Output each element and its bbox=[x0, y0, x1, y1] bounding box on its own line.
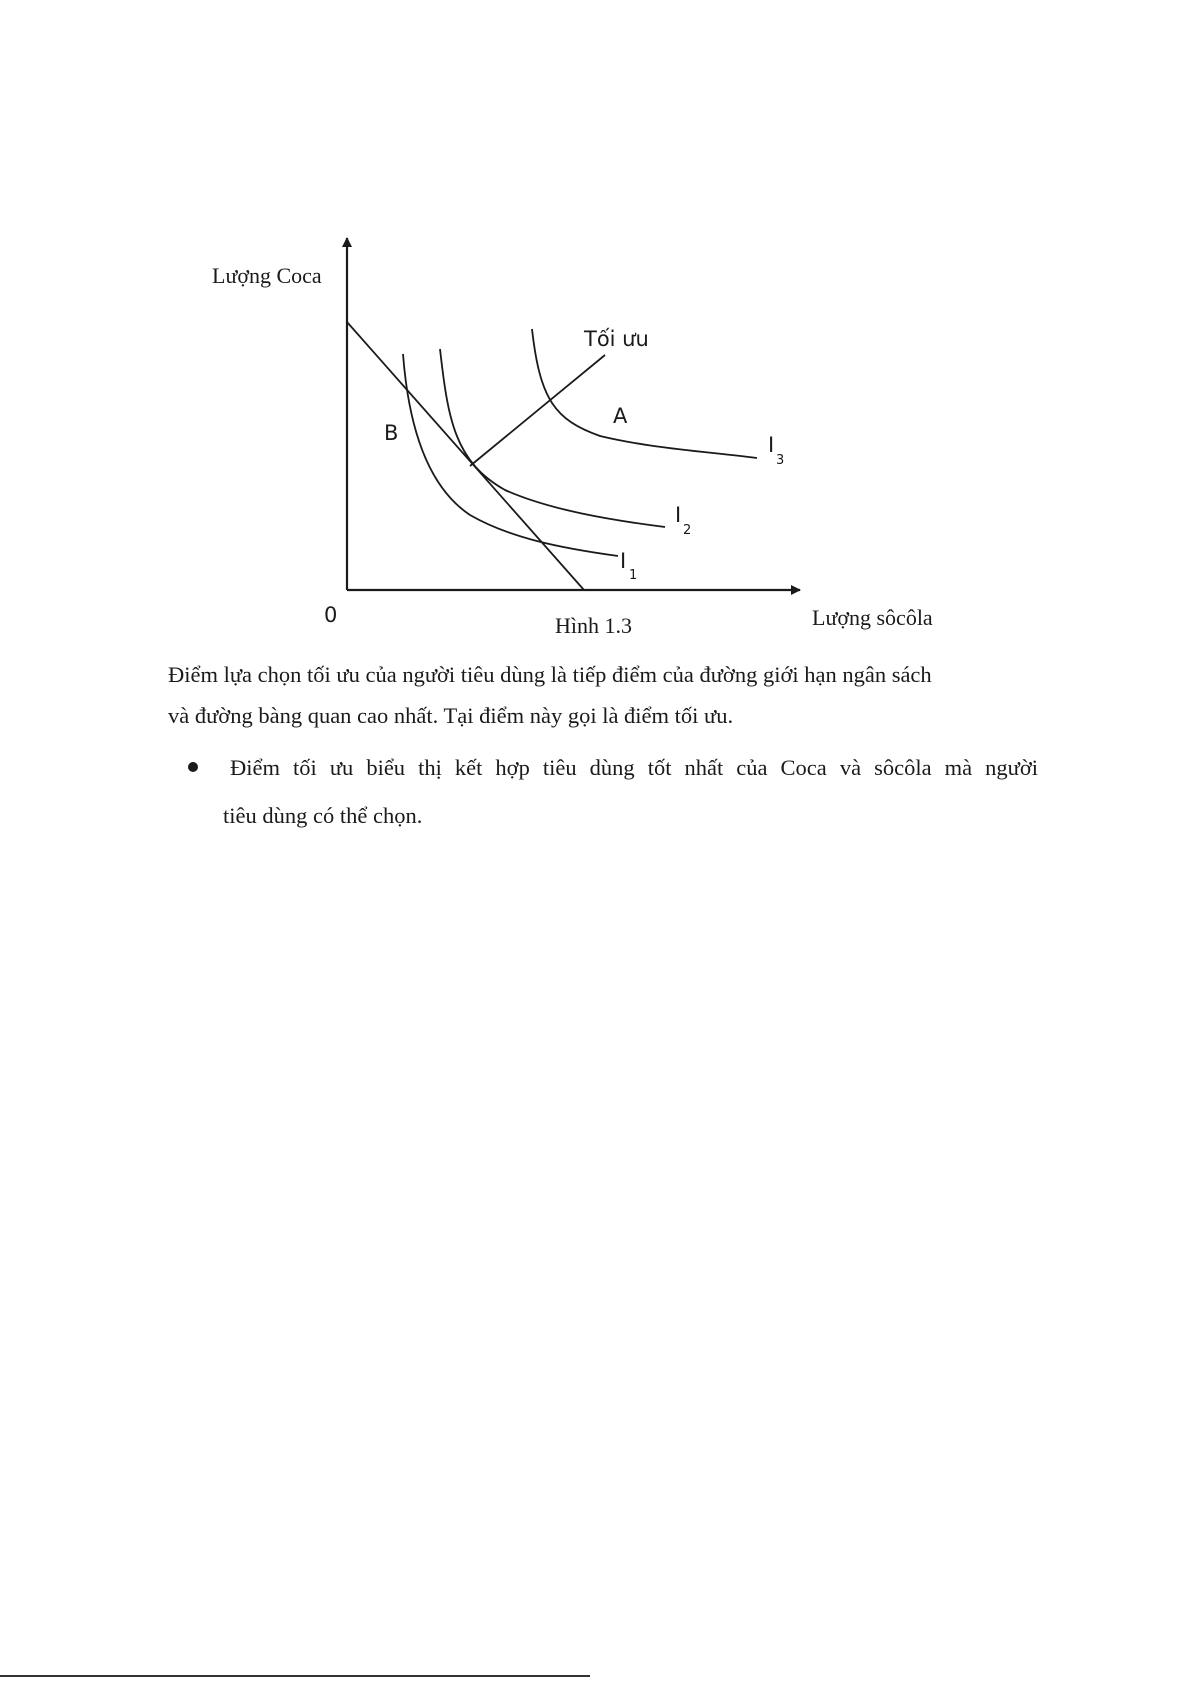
curve-i2-subscript: 2 bbox=[683, 523, 692, 538]
curve-i3-label: I bbox=[768, 433, 775, 457]
figure-caption: Hình 1.3 bbox=[555, 613, 632, 638]
indifference-curve-diagram bbox=[0, 0, 1191, 650]
paragraph-line-1: Điểm lựa chọn tối ưu của người tiêu dùng là tiếp điểm của đường giới hạn ngân sách bbox=[168, 662, 932, 687]
paragraph-optimum bbox=[168, 654, 1038, 736]
indifference-curve-i2 bbox=[440, 349, 665, 527]
budget-line bbox=[347, 322, 584, 590]
bullet-icon bbox=[188, 762, 198, 772]
curve-i3-subscript: 3 bbox=[776, 453, 785, 468]
point-a-label: A bbox=[613, 404, 628, 428]
x-axis-label: Lượng sôcôla bbox=[812, 605, 933, 630]
bullet-line-1: Điểm tối ưu biểu thị kết hợp tiêu dùng tốt nhất của Coca và sôcôla mà người bbox=[230, 755, 1038, 780]
optimum-label: Tối ưu bbox=[584, 327, 649, 351]
optimum-ray bbox=[470, 355, 605, 466]
curve-i1-label: I bbox=[620, 549, 627, 573]
origin-label: 0 bbox=[324, 603, 338, 627]
figure-1-3 bbox=[0, 0, 1191, 650]
curve-i1-subscript: 1 bbox=[629, 568, 638, 583]
curve-i2-label: I bbox=[675, 503, 682, 527]
paragraph-line-2: và đường bàng quan cao nhất. Tại điểm này gọi là điểm tối ưu. bbox=[168, 703, 734, 728]
footer-divider bbox=[0, 1675, 590, 1677]
y-axis-label: Lượng Coca bbox=[212, 263, 322, 288]
bullet-line-2: tiêu dùng có thể chọn. bbox=[223, 803, 423, 828]
point-b-label: B bbox=[384, 421, 399, 445]
indifference-curve-i1 bbox=[403, 354, 618, 556]
